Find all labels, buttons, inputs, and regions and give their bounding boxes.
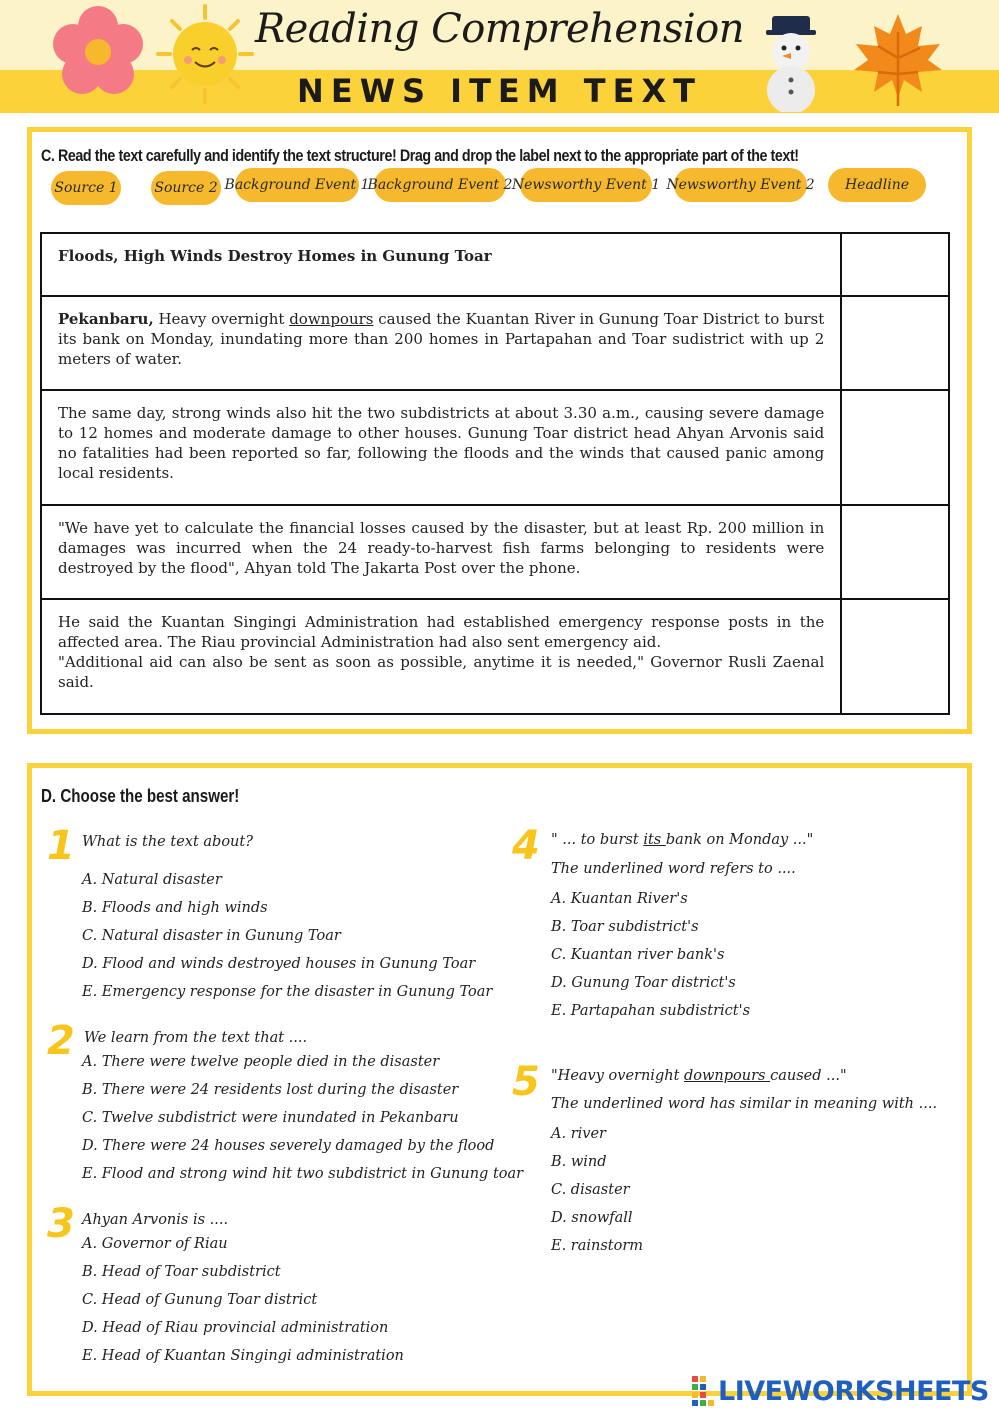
label-chip-headline[interactable]: Headline: [828, 168, 926, 202]
section-c-instruction: C. Read the text carefully and identify the text structure! Drag and drop the label next to the appropriate part of the text!: [41, 146, 799, 165]
paragraph-1-rest: caused the Kuantan River in Gunung Toar District to burst its bank on Monday, inundating more than 200 homes in Partapahan and Toar sudistrict with up 2 meters of water.: [58, 310, 825, 368]
q2-option-e[interactable]: E. Flood and strong wind hit two subdistrict in Gunung toar: [82, 1166, 524, 1182]
q3-option-d[interactable]: D. Head of Riau provincial administration: [82, 1320, 389, 1336]
q4-quote-pre: " ... to burst: [551, 832, 644, 848]
drop-zone-2[interactable]: [841, 296, 949, 390]
q3-option-c[interactable]: C. Head of Gunung Toar district: [82, 1292, 318, 1308]
question-4-number: 4: [512, 823, 540, 869]
q5-quote-pre: "Heavy overnight: [551, 1068, 684, 1084]
question-5-quote: [551, 1068, 847, 1084]
q5-option-d[interactable]: D. snowfall: [551, 1210, 633, 1226]
q4-option-b[interactable]: B. Toar subdistrict's: [551, 919, 699, 935]
q3-option-e[interactable]: E. Head of Kuantan Singingi administration: [82, 1348, 404, 1364]
news-row-headline: [41, 233, 949, 296]
q5-option-a[interactable]: A. river: [551, 1126, 606, 1142]
q4-option-d[interactable]: D. Gunung Toar district's: [551, 975, 736, 991]
q4-option-c[interactable]: C. Kuantan river bank's: [551, 947, 725, 963]
paragraph-4-line-1: He said the Kuantan Singingi Administration had established emergency response posts in the affected area. The Riau provincial Administration had also sent emergency aid.: [58, 613, 825, 651]
drop-zone-5[interactable]: [841, 599, 949, 714]
q5-quote-post: caused ...": [770, 1068, 847, 1084]
q1-option-a[interactable]: A. Natural disaster: [82, 872, 222, 888]
drop-zone-1[interactable]: [841, 233, 949, 296]
q2-option-b[interactable]: B. There were 24 residents lost during the disaster: [82, 1082, 459, 1098]
question-5-prompt: The underlined word has similar in meaning with ....: [551, 1096, 938, 1112]
q3-option-a[interactable]: A. Governor of Riau: [82, 1236, 228, 1252]
q4-quote-post: bank on Monday ...": [665, 832, 814, 848]
underlined-word-its: its: [643, 832, 666, 848]
underlined-word-downpours: downpours: [289, 310, 374, 328]
q1-option-d[interactable]: D. Flood and winds destroyed houses in Gunung Toar: [82, 956, 476, 972]
q1-option-c[interactable]: C. Natural disaster in Gunung Toar: [82, 928, 341, 944]
page-title: Reading Comprehension: [255, 6, 744, 52]
news-text-table: [40, 232, 950, 715]
page-subtitle: NEWS ITEM TEXT: [297, 72, 702, 110]
question-4-prompt: The underlined word refers to ....: [551, 861, 796, 877]
news-paragraph-1: [41, 296, 841, 390]
q5-option-b[interactable]: B. wind: [551, 1154, 607, 1170]
label-chip-background-event-1[interactable]: Background Event 1: [235, 168, 359, 202]
question-1-prompt: What is the text about?: [82, 834, 253, 850]
logo-text: LIVEWORKSHEETS: [718, 1375, 989, 1407]
paragraph-1-part: Heavy overnight: [153, 310, 290, 328]
question-5-number: 5: [512, 1059, 540, 1105]
section-d-title: D. Choose the best answer!: [41, 786, 240, 806]
q4-option-a[interactable]: A. Kuantan River's: [551, 891, 688, 907]
question-3-prompt: Ahyan Arvonis is ....: [82, 1212, 229, 1228]
news-paragraph-3: "We have yet to calculate the financial losses caused by the disaster, but at least Rp. 200 million in damages was incurred when the 24 ready-to-harvest fish farms belonging to residents were destroyed by the flood", Ahyan told The Jakarta Post over the phone.: [41, 505, 841, 599]
news-headline-text: Floods, High Winds Destroy Homes in Gunung Toar: [41, 233, 841, 296]
question-2-number: 2: [47, 1018, 75, 1064]
q5-option-e[interactable]: E. rainstorm: [551, 1238, 644, 1254]
news-row-5: [41, 599, 949, 714]
news-row-4: [41, 505, 949, 599]
paragraph-4-line-2: "Additional aid can also be sent as soon as possible, anytime it is needed," Governor Rusli Zaenal said.: [58, 653, 825, 691]
news-paragraph-2: The same day, strong winds also hit the two subdistricts at about 3.30 a.m., causing severe damage to 12 homes and moderate damage to other houses. Gunung Toar district head Ahyan Arvonis said no fatalities had been reported so far, following the floods and the winds that caused panic among local residents.: [41, 390, 841, 505]
label-chip-source-1[interactable]: Source 1: [51, 171, 121, 205]
liveworksheets-logo[interactable]: [692, 1374, 989, 1408]
underlined-word-downpours-q5: downpours: [684, 1068, 771, 1084]
q1-option-e[interactable]: E. Emergency response for the disaster in Gunung Toar: [82, 984, 493, 1000]
news-row-2: [41, 296, 949, 390]
label-chip-source-2[interactable]: Source 2: [151, 171, 221, 205]
q4-option-e[interactable]: E. Partapahan subdistrict's: [551, 1003, 751, 1019]
q1-option-b[interactable]: B. Floods and high winds: [82, 900, 268, 916]
label-chip-newsworthy-event-2[interactable]: Newsworthy Event 2: [674, 168, 807, 202]
label-chip-background-event-2[interactable]: Background Event 2: [374, 168, 506, 202]
drop-zone-3[interactable]: [841, 390, 949, 505]
question-4-quote: [551, 832, 813, 848]
logo-blocks-icon: [692, 1376, 714, 1406]
news-paragraph-4: [41, 599, 841, 714]
snowman-icon: [752, 8, 830, 112]
header: [0, 0, 999, 113]
drop-zone-4[interactable]: [841, 505, 949, 599]
news-row-3: [41, 390, 949, 505]
question-2-prompt: We learn from the text that ....: [84, 1030, 308, 1046]
question-3-number: 3: [47, 1201, 75, 1247]
q2-option-c[interactable]: C. Twelve subdistrict were inundated in Pekanbaru: [82, 1110, 459, 1126]
q2-option-d[interactable]: D. There were 24 houses severely damaged by the flood: [82, 1138, 495, 1154]
dateline: Pekanbaru,: [58, 310, 154, 328]
q2-option-a[interactable]: A. There were twelve people died in the disaster: [82, 1054, 440, 1070]
question-1-number: 1: [47, 823, 75, 869]
q3-option-b[interactable]: B. Head of Toar subdistrict: [82, 1264, 281, 1280]
maple-leaf-icon: [848, 8, 948, 108]
q5-option-c[interactable]: C. disaster: [551, 1182, 630, 1198]
label-chip-newsworthy-event-1[interactable]: Newsworthy Event 1: [520, 168, 652, 202]
